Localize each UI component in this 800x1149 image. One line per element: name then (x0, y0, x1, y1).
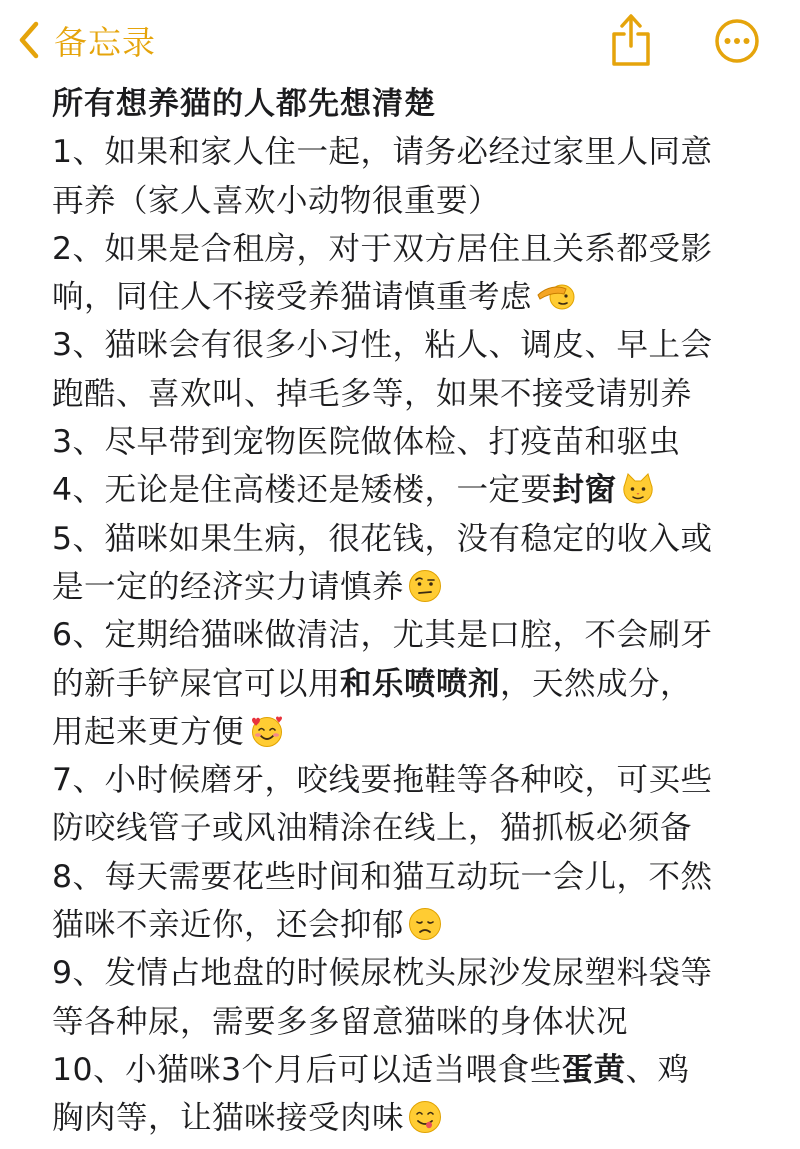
bold-text: 封窗 (552, 472, 617, 509)
note-line (52, 177, 752, 225)
more-button[interactable] (714, 18, 760, 64)
line-text: 响，同住人不接受养猫请慎重考虑 (52, 279, 533, 316)
share-button[interactable] (608, 12, 654, 68)
back-button[interactable] (18, 14, 156, 66)
note-line (52, 611, 752, 659)
line-text: 1、如果和家人住一起，请务必经过家里人同意 (52, 134, 713, 171)
line-text: 跑酷、喜欢叫、掉毛多等，如果不接受请别养 (52, 375, 693, 412)
note-line (52, 418, 752, 466)
note-line (52, 370, 752, 418)
line-text: 8、每天需要花些时间和猫互动玩一会儿，不然 (52, 858, 713, 895)
note-title: 所有想养猫的人都先想清楚 (52, 86, 436, 122)
note-line (52, 660, 752, 708)
note-line (52, 515, 752, 563)
note-lines (52, 128, 752, 1142)
line-text: 9、发情占地盘的时候尿枕头尿沙发尿塑料袋等 (52, 955, 713, 992)
line-text: 4、无论是住高楼还是矮楼，一定要 (52, 472, 553, 509)
bold-text: 和乐喷喷剂 (340, 665, 501, 702)
note-line (52, 949, 752, 997)
line-text: 10、小猫咪3个月后可以适当喂食些 (52, 1051, 562, 1088)
line-text: 防咬线管子或风油精涂在线上，猫抓板必须备 (52, 810, 693, 847)
line-text: 是一定的经济实力请慎养 (52, 568, 405, 605)
back-label: 备忘录 (54, 22, 156, 62)
line-text: 7、小时候磨牙，咬线要拖鞋等各种咬，可买些 (52, 762, 713, 799)
note-line (52, 563, 752, 611)
note-line (52, 1046, 752, 1094)
raised-eyebrow-emoji (408, 569, 442, 603)
line-text: 5、猫咪如果生病，很花钱，没有稳定的收入或 (52, 520, 713, 557)
note-line (52, 756, 752, 804)
note-line (52, 321, 752, 369)
note-line (52, 1094, 752, 1142)
more-ellipsis-icon (714, 49, 760, 68)
line-text: 3、猫咪会有很多小习性，粘人、调皮、早上会 (52, 327, 713, 364)
note-body (52, 80, 752, 1143)
line-text: ，天然成分， (500, 665, 693, 702)
line-text: 、鸡 (625, 1051, 690, 1088)
line-text: 用起来更方便 (52, 713, 245, 750)
note-line (52, 128, 752, 176)
line-text: 6、定期给猫咪做清洁，尤其是口腔，不会刷牙 (52, 617, 713, 654)
note-line (52, 901, 752, 949)
note-line (52, 708, 752, 756)
chevron-left-icon (18, 21, 40, 59)
note-line (52, 225, 752, 273)
navigation-bar (0, 0, 800, 82)
line-text: 2、如果是合租房，对于双方居住且关系都受影 (52, 230, 713, 267)
line-text: 的新手铲屎官可以用 (52, 665, 341, 702)
note-line (52, 804, 752, 852)
line-text: 等各种尿，需要多多留意猫咪的身体状况 (52, 1003, 629, 1040)
line-text: 再养（家人喜欢小动物很重要） (52, 182, 501, 219)
line-text: 猫咪不亲近你，还会抑郁 (52, 907, 405, 944)
face-savoring-food-emoji (408, 1100, 442, 1134)
line-text: 3、尽早带到宠物医院做体检、打疫苗和驱虫 (52, 424, 681, 461)
note-line (52, 273, 752, 321)
note-line (52, 466, 752, 514)
note-line (52, 998, 752, 1046)
disappointed-face-emoji (408, 907, 442, 941)
bold-text: 蛋黄 (561, 1051, 626, 1088)
cat-face-emoji (621, 472, 655, 506)
smiling-face-with-hearts-emoji (248, 714, 288, 748)
note-line (52, 853, 752, 901)
share-icon (608, 53, 654, 72)
line-text: 胸肉等，让猫咪接受肉味 (52, 1100, 405, 1137)
saluting-face-emoji (536, 279, 576, 313)
